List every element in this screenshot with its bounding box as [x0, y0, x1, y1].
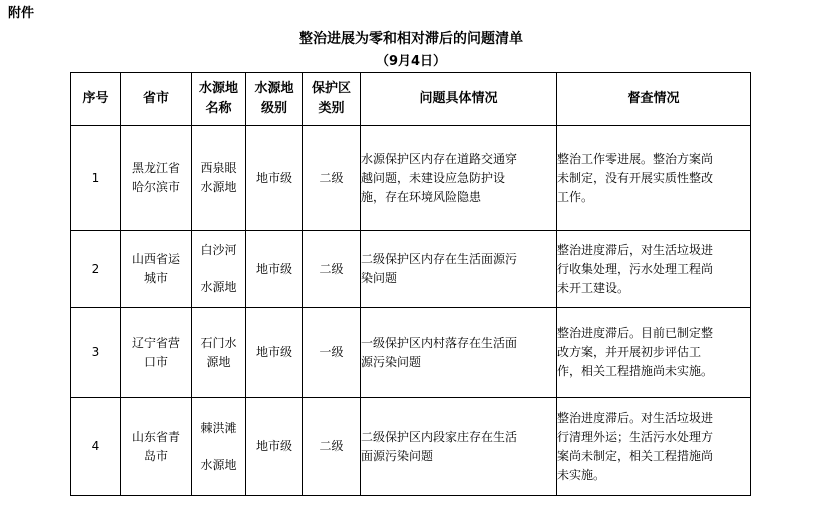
col-header-issue: 问题具体情况: [361, 73, 557, 126]
col-header-index: 序号: [71, 73, 121, 126]
cell-city: 黑龙江省 哈尔滨市: [121, 126, 192, 231]
col-header-level: 水源地 级别: [246, 73, 303, 126]
cell-city: 辽宁省营 口市: [121, 308, 192, 398]
cell-level: 地市级: [246, 398, 303, 496]
document-date: （9月4日）: [375, 54, 447, 69]
table-header-row: [71, 73, 751, 126]
cell-source-name: 棘洪滩 水源地: [192, 398, 246, 496]
cell-level: 地市级: [246, 231, 303, 308]
cell-zone: 二级: [303, 126, 361, 231]
table-row: [71, 308, 751, 398]
cell-source-name: 石门水 源地: [192, 308, 246, 398]
cell-source-name: 西泉眼 水源地: [192, 126, 246, 231]
table-row: [71, 398, 751, 496]
cell-index: 1: [71, 126, 121, 231]
attachment-label: 附件: [8, 6, 35, 21]
cell-source-name: 白沙河 水源地: [192, 231, 246, 308]
cell-zone: 二级: [303, 231, 361, 308]
cell-supervision: 整治进度滞后。目前已制定整 改方案，并开展初步评估工 作，相关工程措施尚未实施。: [557, 308, 751, 398]
issue-list-table: [70, 72, 751, 496]
col-header-zone: 保护区 类别: [303, 73, 361, 126]
cell-issue: 水源保护区内存在道路交通穿 越问题，未建设应急防护设 施，存在环境风险隐患: [361, 126, 557, 231]
cell-level: 地市级: [246, 126, 303, 231]
cell-city: 山东省青 岛市: [121, 398, 192, 496]
cell-index: 3: [71, 308, 121, 398]
cell-zone: 二级: [303, 398, 361, 496]
cell-supervision: 整治进度滞后，对生活垃圾进 行收集处理，污水处理工程尚 未开工建设。: [557, 231, 751, 308]
cell-zone: 一级: [303, 308, 361, 398]
cell-level: 地市级: [246, 308, 303, 398]
cell-index: 2: [71, 231, 121, 308]
col-header-source-name: 水源地 名称: [192, 73, 246, 126]
table-row: [71, 126, 751, 231]
cell-index: 4: [71, 398, 121, 496]
cell-city: 山西省运 城市: [121, 231, 192, 308]
table-row: [71, 231, 751, 308]
col-header-city: 省市: [121, 73, 192, 126]
cell-supervision: 整治工作零进展。整治方案尚 未制定，没有开展实质性整改 工作。: [557, 126, 751, 231]
cell-issue: 二级保护区内存在生活面源污 染问题: [361, 231, 557, 308]
document-title: 整治进展为零和相对滞后的问题清单: [299, 31, 523, 47]
cell-issue: 一级保护区内村落存在生活面 源污染问题: [361, 308, 557, 398]
cell-supervision: 整治进度滞后。对生活垃圾进 行清理外运；生活污水处理方 案尚未制定，相关工程措施尚 未实施。: [557, 398, 751, 496]
col-header-supervision: 督查情况: [557, 73, 751, 126]
cell-issue: 二级保护区内段家庄存在生活 面源污染问题: [361, 398, 557, 496]
